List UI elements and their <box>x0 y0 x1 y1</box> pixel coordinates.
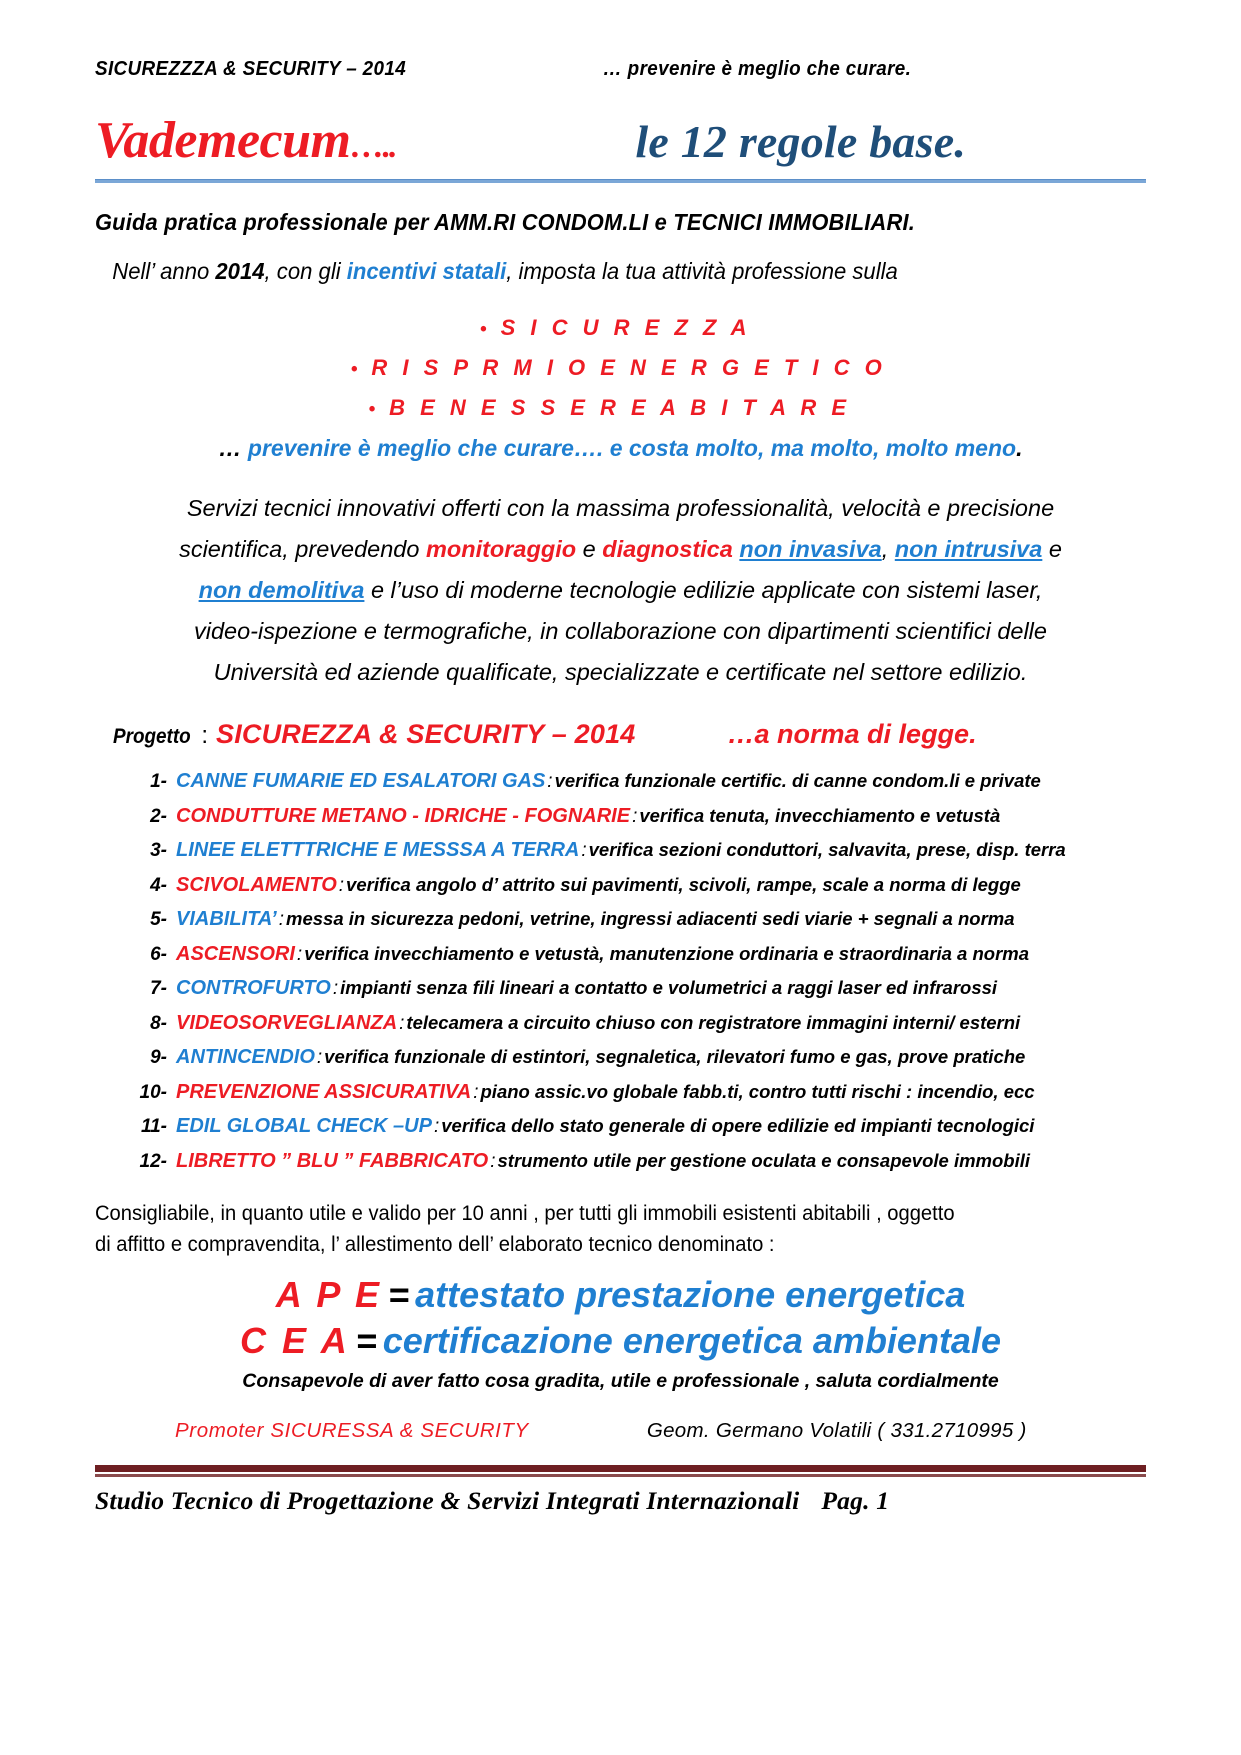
intro-part3: , imposta la tua attività professione sulla <box>506 258 898 284</box>
services-l2-e: e <box>1042 536 1062 562</box>
rule-title: EDIL GLOBAL CHECK –UP <box>176 1115 432 1137</box>
contact-name: Geom. Germano Volatili ( 331.2710995 ) <box>646 1419 1027 1442</box>
services-kw-monitoraggio: monitoraggio <box>425 536 577 562</box>
rule-title: CONDUTTURE METANO - IDRICHE - FOGNARIE <box>176 804 631 827</box>
pillar-label-2: R I S P R M I O E N E R G E T I C O <box>371 355 887 380</box>
services-line-2 <box>95 529 1146 570</box>
rule-description: piano assic.vo globale fabb.ti, contro tutti rischi : incendio, ecc <box>480 1080 1035 1102</box>
rule-number: 10- <box>139 1081 167 1103</box>
rule-separator: : <box>473 1081 479 1103</box>
header-tagline: … prevenire è meglio che curare. <box>602 57 912 80</box>
rule-description: verifica tenuta, invecchiamento e vetustà <box>639 804 1001 826</box>
rule-separator: : <box>581 840 587 861</box>
services-l3-a: e l’uso di moderne tecnologie edilizie applicate con sistemi laser, <box>364 577 1043 603</box>
blue-divider <box>95 179 1146 183</box>
project-name: SICUREZZA & SECURITY – 2014 <box>216 719 636 749</box>
rule-item <box>131 971 1146 1006</box>
rule-description: verifica sezioni conduttori, salvavita, prese, disp. terra <box>588 839 1066 860</box>
project-label: Progetto <box>113 725 191 748</box>
title-vademecum <box>95 111 395 170</box>
ape-text: attestato prestazione energetica <box>415 1274 966 1315</box>
intro-year: 2014 <box>215 258 265 284</box>
pillar-label-3: B E N E S S E R E A B I T A R E <box>389 395 851 420</box>
cea-equals: = <box>355 1320 377 1361</box>
rule-separator: : <box>433 1116 440 1137</box>
rule-title: CONTROFURTO <box>176 977 331 999</box>
cea-text: certificazione energetica ambientale <box>382 1320 1001 1361</box>
rule-title: VIDEOSORVEGLIANZA <box>176 1011 398 1034</box>
rule-item <box>131 1109 1146 1144</box>
pillars-list <box>95 309 1146 429</box>
services-paragraph <box>95 488 1146 693</box>
bullet-dot-icon: • <box>479 319 487 340</box>
rule-number: 8- <box>150 1012 167 1034</box>
rule-item <box>131 902 1146 937</box>
services-kw-non-demolitiva: non demolitiva <box>198 577 365 603</box>
rule-description: verifica funzionale di estintori, segnaletica, rilevatori fumo e gas, prove pratiche <box>324 1046 1026 1067</box>
rule-number: 2- <box>150 805 167 827</box>
rule-separator: : <box>296 943 303 965</box>
intro-highlight: incentivi statali <box>346 258 507 284</box>
rule-number: 9- <box>150 1047 167 1068</box>
footer-divider <box>95 1465 1146 1474</box>
rule-description: messa in sicurezza pedoni, vetrine, ingressi adiacenti sedi viarie + segnali a norma <box>286 908 1015 929</box>
cea-definition <box>95 1320 1146 1362</box>
rule-item <box>131 1040 1146 1075</box>
services-kw-diagnostica: diagnostica <box>602 536 733 562</box>
services-kw-non-invasiva: non invasiva <box>739 536 882 562</box>
rule-item <box>131 937 1146 972</box>
rule-title: LINEE ELETTTRICHE E MESSSA A TERRA <box>176 839 580 861</box>
promoter-name: Promoter SICURESSA & SECURITY <box>175 1419 529 1442</box>
intro-part2: , con gli <box>264 258 347 284</box>
rule-item <box>131 1144 1146 1179</box>
ape-abbr: A P E <box>275 1274 383 1315</box>
services-kw-non-intrusiva: non intrusiva <box>894 536 1043 562</box>
intro-part1: Nell’ anno <box>112 258 216 284</box>
pillar-item-2 <box>95 349 1146 389</box>
rule-description: telecamera a circuito chiuso con registratore immagini interni/ esterni <box>406 1011 1021 1033</box>
services-line-1: Servizi tecnici innovativi offerti con la massima professionalità, velocità e precisione <box>186 495 1055 521</box>
rule-separator: : <box>316 1047 323 1068</box>
rule-separator: : <box>547 771 553 792</box>
slogan-tail: . <box>1016 435 1023 461</box>
rule-item <box>131 764 1146 799</box>
rule-description: verifica dello stato generale di opere edilizie ed impianti tecnologici <box>441 1115 1035 1136</box>
pillar-item-3 <box>95 389 1146 429</box>
ape-equals: = <box>388 1274 410 1315</box>
project-heading <box>95 719 1146 750</box>
rule-number: 11- <box>140 1116 167 1137</box>
signature-row <box>95 1419 1146 1443</box>
rule-title: VIABILITA’ <box>176 908 277 930</box>
title-vademecum-word: Vademecum <box>95 112 351 169</box>
rule-description: verifica funzionale certific. di canne condom.li e private <box>554 770 1041 791</box>
cea-abbr: C E A <box>240 1320 350 1361</box>
guide-subtitle: Guida pratica professionale per AMM.RI CONDOM.LI e TECNICI IMMOBILIARI. <box>95 209 915 235</box>
rule-title: CANNE FUMARIE ED ESALATORI GAS <box>176 770 546 792</box>
rule-title: ANTINCENDIO <box>176 1046 315 1068</box>
rule-title: ASCENSORI <box>176 942 295 965</box>
rule-separator: : <box>490 1150 496 1172</box>
rule-separator: : <box>632 805 638 827</box>
rule-separator: : <box>399 1012 405 1034</box>
pillar-label-1: S I C U R E Z Z A <box>500 315 752 340</box>
header-brand: SICUREZZZA & SECURITY – 2014 <box>95 57 407 80</box>
rule-description: verifica invecchiamento e vetustà, manutenzione ordinaria e straordinaria a norma <box>304 942 1030 964</box>
rule-number: 3- <box>150 840 167 861</box>
slogan-lead: … <box>218 435 248 461</box>
page-header <box>95 0 1062 81</box>
project-colon: : <box>201 722 208 749</box>
rule-number: 7- <box>150 978 167 999</box>
title-subtitle: le 12 regole base. <box>635 116 967 167</box>
rule-item <box>131 799 1146 834</box>
rule-title: SCIVOLAMENTO <box>176 873 337 896</box>
project-tagline: …a norma di legge. <box>727 719 977 749</box>
ape-definition <box>95 1274 1146 1316</box>
rule-title: PREVENZIONE ASSICURATIVA <box>176 1080 472 1103</box>
pillar-item-1 <box>95 309 1146 349</box>
advice-line-1: Consigliabile, in quanto utile e valido per 10 anni , per tutti gli immobili esistenti abitabili , oggetto <box>95 1202 955 1225</box>
rule-item <box>131 833 1146 868</box>
rules-list <box>95 764 1146 1178</box>
title-vademecum-dots: ….. <box>350 128 396 165</box>
intro-line <box>95 258 1104 285</box>
footer-page-number: Pag. 1 <box>821 1486 890 1515</box>
page-footer <box>95 1486 1146 1516</box>
services-l2-d: , <box>881 536 895 562</box>
rule-number: 5- <box>150 909 167 930</box>
rule-separator: : <box>338 874 345 896</box>
rule-description: verifica angolo d’ attrito sui pavimenti, scivoli, rampe, scale a norma di legge <box>346 873 1021 895</box>
footer-text: Studio Tecnico di Progettazione & Servizi Integrati Internazionali <box>95 1486 800 1515</box>
advice-line-2: di affitto e compravendita, l’ allestimento dell’ elaborato tecnico denominato : <box>95 1233 775 1256</box>
services-line-3 <box>95 570 1146 611</box>
rule-separator: : <box>278 909 285 930</box>
advice-paragraph <box>95 1198 1104 1260</box>
rule-separator: : <box>332 978 339 999</box>
rule-number: 12- <box>139 1150 167 1172</box>
rule-item <box>131 1075 1146 1110</box>
rule-description: impianti senza fili lineari a contatto e volumetrici a raggi laser ed infrarossi <box>340 977 998 998</box>
title-row <box>95 111 1146 173</box>
rule-item <box>131 1006 1146 1041</box>
rule-number: 1- <box>150 771 167 792</box>
rule-description: strumento utile per gestione oculata e consapevole immobili <box>497 1149 1031 1171</box>
slogan-line <box>95 435 1146 462</box>
services-l2-b: e <box>576 536 603 562</box>
rule-title: LIBRETTO ” BLU ” FABBRICATO <box>176 1149 489 1172</box>
bullet-dot-icon: • <box>350 359 358 380</box>
rule-number: 6- <box>150 943 167 965</box>
rule-item <box>131 868 1146 903</box>
slogan-main: prevenire è meglio che curare…. e costa molto, ma molto, molto meno <box>247 435 1017 461</box>
closing-line: Consapevole di aver fatto cosa gradita, utile e professionale , saluta cordialmente <box>242 1370 999 1392</box>
services-line-5: Università ed aziende qualificate, specializzate e certificate nel settore edilizio. <box>213 659 1028 685</box>
services-l2-a: scientifica, prevedendo <box>179 536 426 562</box>
rule-number: 4- <box>150 874 167 896</box>
services-line-4: video-ispezione e termografiche, in collaborazione con dipartimenti scientifici delle <box>194 618 1047 644</box>
bullet-dot-icon: • <box>368 399 376 420</box>
